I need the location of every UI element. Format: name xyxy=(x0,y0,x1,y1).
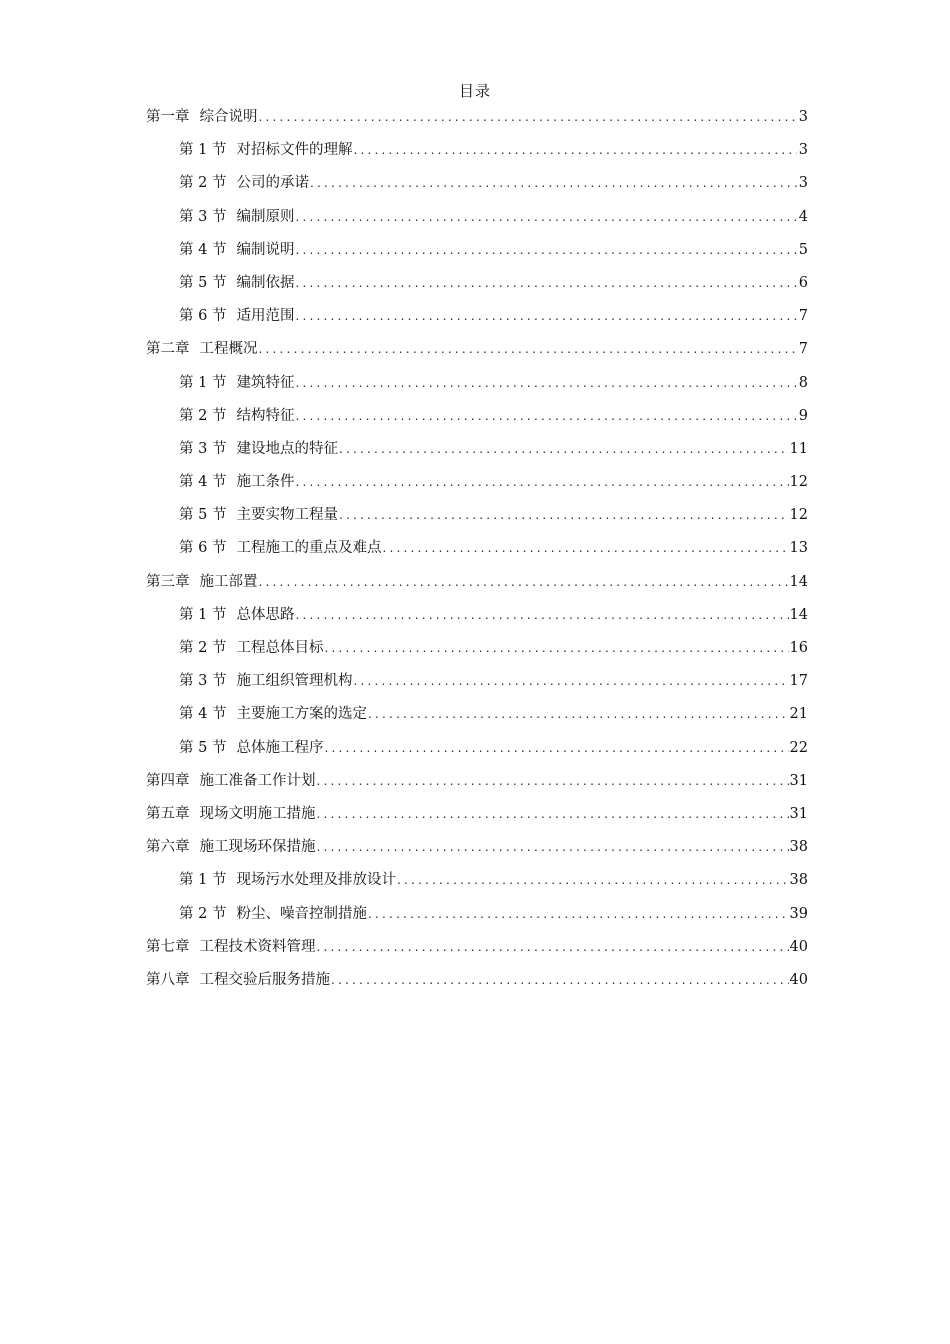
toc-entry-label xyxy=(179,206,294,228)
toc-section-entry[interactable] xyxy=(146,239,808,272)
toc-entry-number: 第五章 xyxy=(146,805,190,822)
toc-dot-leader xyxy=(331,969,789,991)
toc-page-number: 14 xyxy=(789,573,808,590)
toc-entry-label xyxy=(179,703,367,725)
toc-entry-label xyxy=(146,770,316,792)
toc-entry-number: 第 2 节 xyxy=(179,407,227,424)
toc-entry-number: 第 6 节 xyxy=(179,540,227,557)
toc-dot-leader xyxy=(324,637,788,659)
toc-entry-text: 建筑特征 xyxy=(236,374,295,391)
toc-entry-text: 公司的承诺 xyxy=(236,175,309,192)
toc-entry-label xyxy=(179,305,294,327)
toc-entry-number: 第 4 节 xyxy=(179,706,227,723)
toc-entry-text: 工程技术资料管理 xyxy=(199,938,316,955)
toc-page-number: 5 xyxy=(798,241,808,258)
toc-entry-text: 对招标文件的理解 xyxy=(236,142,353,159)
toc-entry-text: 总体思路 xyxy=(236,606,295,623)
toc-entry-label xyxy=(179,504,338,526)
toc-entry-number: 第 2 节 xyxy=(179,640,227,656)
toc-entry-label xyxy=(179,903,367,925)
toc-entry-text: 编制原则 xyxy=(236,208,295,225)
toc-entry-text: 现场污水处理及排放设计 xyxy=(236,872,396,889)
toc-entry-number: 第 2 节 xyxy=(179,175,227,192)
toc-entry-label xyxy=(179,139,352,161)
toc-dot-leader xyxy=(317,836,789,858)
toc-entry-text: 综合说明 xyxy=(199,109,258,125)
toc-page-number: 11 xyxy=(789,440,808,457)
toc-dot-leader xyxy=(295,305,797,327)
toc-dot-leader xyxy=(339,438,789,460)
toc-entry-text: 工程交验后服务措施 xyxy=(199,971,330,988)
toc-dot-leader xyxy=(295,604,788,626)
toc-dot-leader xyxy=(295,272,797,294)
toc-entry-label xyxy=(179,604,294,626)
toc-entry-label xyxy=(179,637,323,659)
toc-entry-label xyxy=(146,936,316,958)
toc-chapter-entry[interactable] xyxy=(146,571,808,604)
toc-section-entry[interactable] xyxy=(146,504,808,537)
toc-entry-text: 结构特征 xyxy=(236,407,295,424)
toc-entry-label xyxy=(179,537,381,559)
toc-page-number: 14 xyxy=(789,606,808,623)
toc-entry-number: 第 1 节 xyxy=(179,142,227,159)
toc-page-number: 38 xyxy=(789,839,808,856)
toc-page-number: 21 xyxy=(789,706,808,723)
toc-chapter-entry[interactable] xyxy=(146,770,808,803)
toc-page-number: 39 xyxy=(789,905,808,922)
toc-entry-number: 第 1 节 xyxy=(179,374,227,391)
toc-entry-text: 建设地点的特征 xyxy=(236,440,338,457)
toc-page-number: 16 xyxy=(789,640,808,656)
toc-page-number: 22 xyxy=(789,739,808,756)
toc-chapter-entry[interactable] xyxy=(146,969,808,1002)
toc-dot-leader xyxy=(259,571,789,593)
toc-chapter-entry[interactable] xyxy=(146,936,808,969)
toc-entry-number: 第 3 节 xyxy=(179,208,227,225)
toc-entry-label xyxy=(146,969,330,991)
toc-section-entry[interactable] xyxy=(146,537,808,570)
toc-dot-leader xyxy=(382,537,788,559)
toc-dot-leader xyxy=(353,670,788,692)
toc-entry-text: 主要实物工程量 xyxy=(236,507,338,524)
toc-page-number: 17 xyxy=(789,673,808,690)
toc-section-entry[interactable] xyxy=(146,869,808,902)
toc-page-number: 40 xyxy=(789,971,808,988)
toc-dot-leader xyxy=(324,737,788,759)
toc-entry-text: 施工准备工作计划 xyxy=(199,772,316,789)
toc-entry-label xyxy=(179,471,294,493)
toc-chapter-entry[interactable] xyxy=(146,338,808,371)
toc-entry-number: 第 1 节 xyxy=(179,872,227,889)
toc-dot-leader xyxy=(397,869,789,891)
toc-page-number: 7 xyxy=(798,308,808,325)
toc-section-entry[interactable] xyxy=(146,206,808,239)
toc-entry-text: 施工条件 xyxy=(236,474,295,491)
toc-entry-text: 施工组织管理机构 xyxy=(236,673,353,690)
toc-entry-number: 第 5 节 xyxy=(179,507,227,524)
toc-entry-text: 工程总体目标 xyxy=(236,640,324,656)
toc-page-number: 38 xyxy=(789,872,808,889)
toc-entry-number: 第 6 节 xyxy=(179,308,227,325)
toc-dot-leader xyxy=(259,338,798,360)
toc-dot-leader xyxy=(353,139,797,161)
toc-entry-text: 主要施工方案的选定 xyxy=(236,706,367,723)
toc-chapter-entry[interactable] xyxy=(146,836,808,869)
toc-dot-leader xyxy=(295,239,797,261)
toc-entry-label xyxy=(179,670,352,692)
toc-entry-number: 第 4 节 xyxy=(179,241,227,258)
toc-dot-leader xyxy=(295,471,788,493)
toc-entry-label xyxy=(146,338,258,360)
toc-chapter-entry[interactable] xyxy=(146,106,808,139)
toc-page-number: 40 xyxy=(789,938,808,955)
toc-entry-number: 第三章 xyxy=(146,573,190,590)
toc-page-number: 31 xyxy=(789,805,808,822)
toc-entry-label xyxy=(146,571,258,593)
toc-entry-label xyxy=(179,239,294,261)
toc-entry-number: 第 4 节 xyxy=(179,474,227,491)
toc-entry-label xyxy=(146,836,316,858)
toc-dot-leader xyxy=(317,803,789,825)
toc-page-number: 31 xyxy=(789,772,808,789)
toc-section-entry[interactable] xyxy=(146,471,808,504)
toc-dot-leader xyxy=(295,206,797,228)
toc-entry-number: 第 3 节 xyxy=(179,673,227,690)
toc-entry-text: 编制依据 xyxy=(236,274,295,291)
toc-entry-number: 第 5 节 xyxy=(179,274,227,291)
toc-entry-text: 粉尘、噪音控制措施 xyxy=(236,905,367,922)
toc-dot-leader xyxy=(317,770,789,792)
toc-section-entry[interactable] xyxy=(146,438,808,471)
toc-section-entry[interactable] xyxy=(146,405,808,438)
toc-entry-label xyxy=(179,737,323,759)
toc-dot-leader xyxy=(295,372,797,394)
toc-entry-text: 编制说明 xyxy=(236,241,295,258)
toc-entry-number: 第七章 xyxy=(146,938,190,955)
toc-page-number: 12 xyxy=(789,474,808,491)
toc-entry-label xyxy=(179,438,338,460)
toc-page-number: 6 xyxy=(798,274,808,291)
toc-entry-label xyxy=(179,869,396,891)
toc-entry-text: 现场文明施工措施 xyxy=(199,805,316,822)
toc-page-number: 3 xyxy=(798,109,808,125)
toc-entry-text: 总体施工程序 xyxy=(236,739,324,756)
toc-section-entry[interactable] xyxy=(146,670,808,703)
toc-page-number: 7 xyxy=(798,341,808,358)
toc-chapter-entry[interactable] xyxy=(146,803,808,836)
toc-entry-number: 第八章 xyxy=(146,971,190,988)
toc-entry-number: 第 5 节 xyxy=(179,739,227,756)
toc-entry-number: 第四章 xyxy=(146,772,190,789)
toc-section-entry[interactable] xyxy=(146,305,808,338)
toc-entry-number: 第一章 xyxy=(146,109,190,125)
toc-entry-label xyxy=(146,106,258,128)
toc-page-number: 3 xyxy=(798,142,808,159)
toc-dot-leader xyxy=(339,504,789,526)
toc-page-number: 12 xyxy=(789,507,808,524)
toc-entry-label xyxy=(179,405,294,427)
toc-entry-text: 工程施工的重点及难点 xyxy=(236,540,382,557)
toc-entry-text: 施工部置 xyxy=(199,573,258,590)
toc-entry-label xyxy=(179,372,294,394)
toc-dot-leader xyxy=(259,106,798,128)
toc-entry-label xyxy=(146,803,316,825)
toc-page-number: 8 xyxy=(798,374,808,391)
toc-title: 目录 xyxy=(458,82,491,100)
toc-section-entry[interactable] xyxy=(146,637,808,670)
toc-section-entry[interactable] xyxy=(146,372,808,405)
toc-entry-text: 施工现场环保措施 xyxy=(199,839,316,856)
toc-section-entry[interactable] xyxy=(146,903,808,936)
toc-entry-number: 第二章 xyxy=(146,341,190,358)
toc-dot-leader xyxy=(295,405,797,427)
toc-section-entry[interactable] xyxy=(146,172,808,205)
toc-section-entry[interactable] xyxy=(146,737,808,770)
toc-entry-text: 工程概况 xyxy=(199,341,258,358)
toc-entry-number: 第 3 节 xyxy=(179,440,227,457)
toc-page-number: 3 xyxy=(798,175,808,192)
toc-page-number: 13 xyxy=(789,540,808,557)
toc-dot-leader xyxy=(310,172,797,194)
toc-entry-number: 第 2 节 xyxy=(179,905,227,922)
toc-section-entry[interactable] xyxy=(146,139,808,172)
toc-page-number: 9 xyxy=(798,407,808,424)
table-of-contents xyxy=(146,106,808,1002)
toc-dot-leader xyxy=(368,903,789,925)
toc-entry-number: 第 1 节 xyxy=(179,606,227,623)
toc-entry-label xyxy=(179,172,309,194)
toc-dot-leader xyxy=(317,936,789,958)
toc-dot-leader xyxy=(368,703,789,725)
toc-section-entry[interactable] xyxy=(146,604,808,637)
toc-entry-number: 第六章 xyxy=(146,839,190,856)
toc-section-entry[interactable] xyxy=(146,703,808,736)
toc-section-entry[interactable] xyxy=(146,272,808,305)
toc-page-number: 4 xyxy=(798,208,808,225)
toc-entry-label xyxy=(179,272,294,294)
toc-entry-text: 适用范围 xyxy=(236,308,295,325)
